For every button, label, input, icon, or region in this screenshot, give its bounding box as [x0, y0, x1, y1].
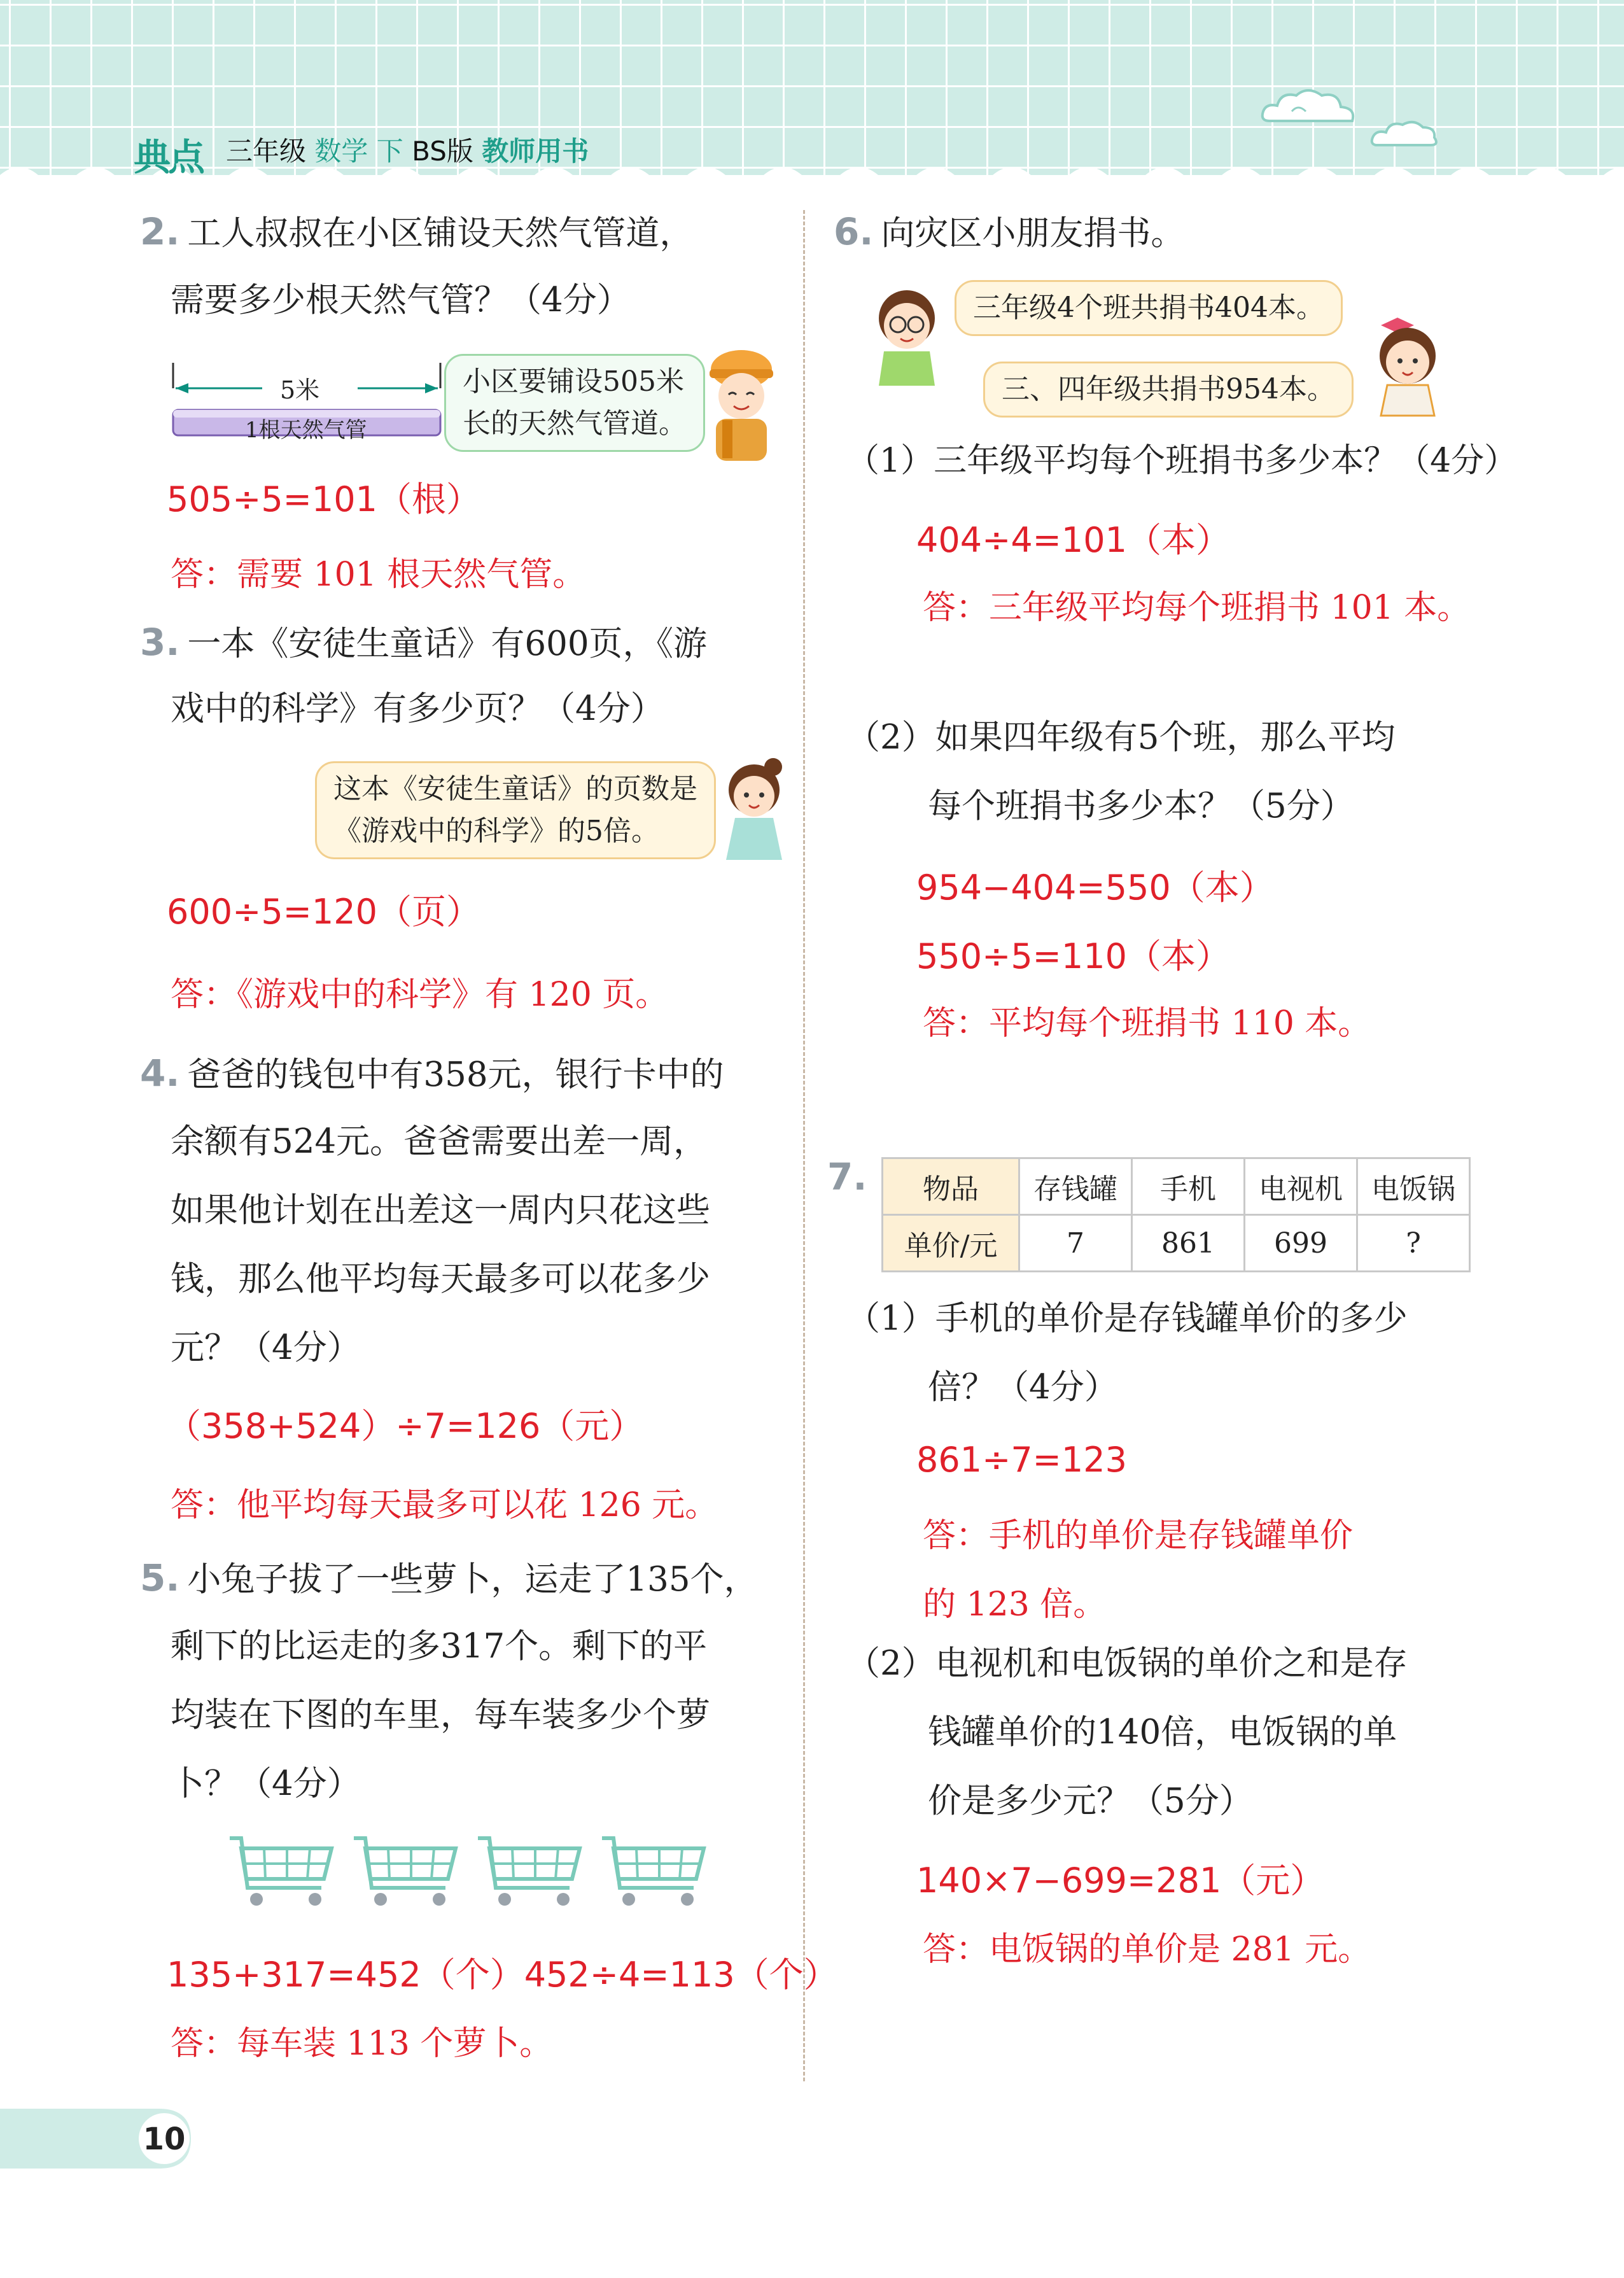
- table-cell: 物品: [883, 1158, 1019, 1215]
- girl-illustration: [716, 754, 792, 862]
- q5-line2: 剩下的比运走的多317个。剩下的平: [171, 1627, 708, 1666]
- q7-sub1-answer-line2: 的 123 倍。: [923, 1585, 1107, 1624]
- term-label: 下: [376, 136, 403, 167]
- q2-calculation: 505÷5=101（根）: [167, 479, 480, 519]
- q3-number: 3.: [140, 621, 180, 664]
- cart-icon: [354, 1838, 456, 1906]
- q6-sub2-line1: （2）如果四年级有5个班，那么平均: [846, 718, 1396, 757]
- q2-line2: 需要多少根天然气管？（4分）: [171, 281, 631, 320]
- q5-number: 5.: [140, 1556, 180, 1600]
- q3-speech-bubble: [315, 761, 716, 859]
- q4-answer: 答：他平均每天最多可以花 126 元。: [171, 1486, 718, 1524]
- q5-line1: [140, 1543, 758, 1614]
- q7-sub1-line1: （1）手机的单价是存钱罐单价的多少: [846, 1299, 1408, 1338]
- cart-icon: [602, 1838, 704, 1906]
- table-cell: 699: [1245, 1215, 1357, 1272]
- q2-bubble-line2: 长的天然气管道。: [463, 407, 687, 440]
- q6-sub2-calculation2: 550÷5=110（本）: [916, 936, 1230, 976]
- q4-line3: 如果他计划在出差这一周内只花这些: [171, 1191, 710, 1230]
- table-cell: 电视机: [1245, 1158, 1357, 1215]
- column-divider: [803, 210, 805, 2081]
- q4-line2: 余额有524元。爸爸需要出差一周，: [171, 1122, 708, 1161]
- q5-line4: 卜？（4分）: [171, 1764, 361, 1803]
- worker-illustration: [697, 344, 786, 465]
- q3-calculation: 600÷5=120（页）: [167, 892, 480, 932]
- q7-sub2-line2: 钱罐单价的140倍，电饭锅的单: [928, 1713, 1397, 1752]
- q4-line1: [140, 1039, 724, 1109]
- grade-label: 三年级: [226, 136, 307, 167]
- q3-line1: [140, 608, 707, 678]
- cloud-icon: [1257, 83, 1365, 134]
- table-cell: 电饭锅: [1357, 1158, 1470, 1215]
- q2-text-1: 工人叔叔在小区铺设天然气管道，: [187, 214, 694, 253]
- table-row: [883, 1215, 1470, 1272]
- cart-icon: [478, 1838, 580, 1906]
- shopping-carts-figure: [226, 1833, 710, 1916]
- q5-text-1: 小兔子拔了一些萝卜，运走了135个，: [187, 1560, 758, 1599]
- table-cell: 手机: [1132, 1158, 1245, 1215]
- pipe-length-label: 5米: [280, 376, 320, 404]
- q5-calculation: 135+317=452（个）452÷4=113（个）: [167, 1955, 838, 1995]
- q2-answer: 答：需要 101 根天然气管。: [171, 556, 586, 594]
- q7-sub2-line3: 价是多少元？（5分）: [928, 1782, 1253, 1820]
- q6-title-line: [834, 197, 1184, 268]
- table-cell: 单价/元: [883, 1215, 1019, 1272]
- boy-illustration: [869, 280, 951, 388]
- table-cell: 存钱罐: [1019, 1158, 1132, 1215]
- q5-answer: 答：每车装 113 个萝卜。: [171, 2025, 553, 2063]
- q4-calculation: （358+524）÷7=126（元）: [167, 1406, 644, 1446]
- q6-sub2-answer: 答：平均每个班捐书 110 本。: [923, 1004, 1371, 1043]
- q7-price-table: [881, 1157, 1471, 1272]
- book-type-label: 教师用书: [482, 136, 589, 167]
- q7-sub2-answer: 答：电饭锅的单价是 281 元。: [923, 1930, 1371, 1969]
- cart-icon: [230, 1838, 332, 1906]
- book-title: [226, 130, 589, 169]
- q4-number: 4.: [140, 1051, 180, 1095]
- q7-sub2-line1: （2）电视机和电饭锅的单价之和是存: [846, 1644, 1408, 1683]
- brand-logo: 典点: [134, 136, 203, 179]
- q3-text-1: 一本《安徒生童话》有600页，《游: [187, 624, 708, 663]
- q3-answer: 答：《游戏中的科学》有 120 页。: [171, 976, 669, 1014]
- q7-sub1-answer-line1: 答：手机的单价是存钱罐单价: [923, 1517, 1354, 1555]
- q3-line2: 戏中的科学》有多少页？（4分）: [171, 689, 664, 728]
- q3-bubble-line2: 《游戏中的科学》的5倍。: [333, 815, 659, 847]
- q6-number: 6.: [834, 210, 874, 253]
- q7-number: 7.: [827, 1155, 867, 1199]
- small-cloud-icon: [1368, 115, 1445, 153]
- q2-line1: [140, 197, 693, 268]
- q6-sub2-calculation1: 954−404=550（本）: [916, 868, 1274, 908]
- q7-number-line: [827, 1143, 874, 1213]
- q2-speech-bubble: [444, 354, 705, 452]
- edition-label: BS版: [412, 136, 473, 167]
- q6-sub1-calculation: 404÷4=101（本）: [916, 520, 1230, 560]
- q6-sub1: （1）三年级平均每个班捐书多少本？（4分）: [846, 442, 1518, 480]
- table-cell: ?: [1357, 1215, 1470, 1272]
- q4-line4: 钱，那么他平均每天最多可以花多少: [171, 1260, 710, 1298]
- table-cell: 7: [1019, 1215, 1132, 1272]
- girl-with-bow-illustration: [1368, 315, 1451, 417]
- pipe-label: 1根天然气管: [245, 418, 367, 443]
- q7-sub2-calculation: 140×7−699=281（元）: [916, 1860, 1325, 1901]
- q2-bubble-line1: 小区要铺设505米: [463, 365, 684, 398]
- q6-bubble-boy: 三年级4个班共捐书404本。: [955, 280, 1343, 336]
- subject-label: 数学: [314, 136, 368, 167]
- table-cell: 861: [1132, 1215, 1245, 1272]
- page-number-tab: [0, 2104, 204, 2174]
- q6-title: 向灾区小朋友捐书。: [881, 214, 1185, 253]
- q4-text-1: 爸爸的钱包中有358元，银行卡中的: [187, 1055, 724, 1094]
- q6-bubble-girl: 三、四年级共捐书954本。: [983, 362, 1354, 418]
- q5-line3: 均装在下图的车里，每车装多少个萝: [171, 1696, 710, 1734]
- q3-bubble-line1: 这本《安徒生童话》的页数是: [333, 773, 697, 805]
- q7-sub1-calculation: 861÷7=123: [916, 1440, 1127, 1480]
- q4-line5: 元？（4分）: [171, 1328, 361, 1367]
- page-number: 10: [143, 2121, 186, 2157]
- q6-sub2-line2: 每个班捐书多少本？（5分）: [928, 787, 1354, 826]
- q2-number: 2.: [140, 210, 180, 253]
- q6-sub1-answer: 答：三年级平均每个班捐书 101 本。: [923, 589, 1471, 627]
- q7-sub1-line2: 倍？（4分）: [928, 1368, 1118, 1407]
- table-row: [883, 1158, 1470, 1215]
